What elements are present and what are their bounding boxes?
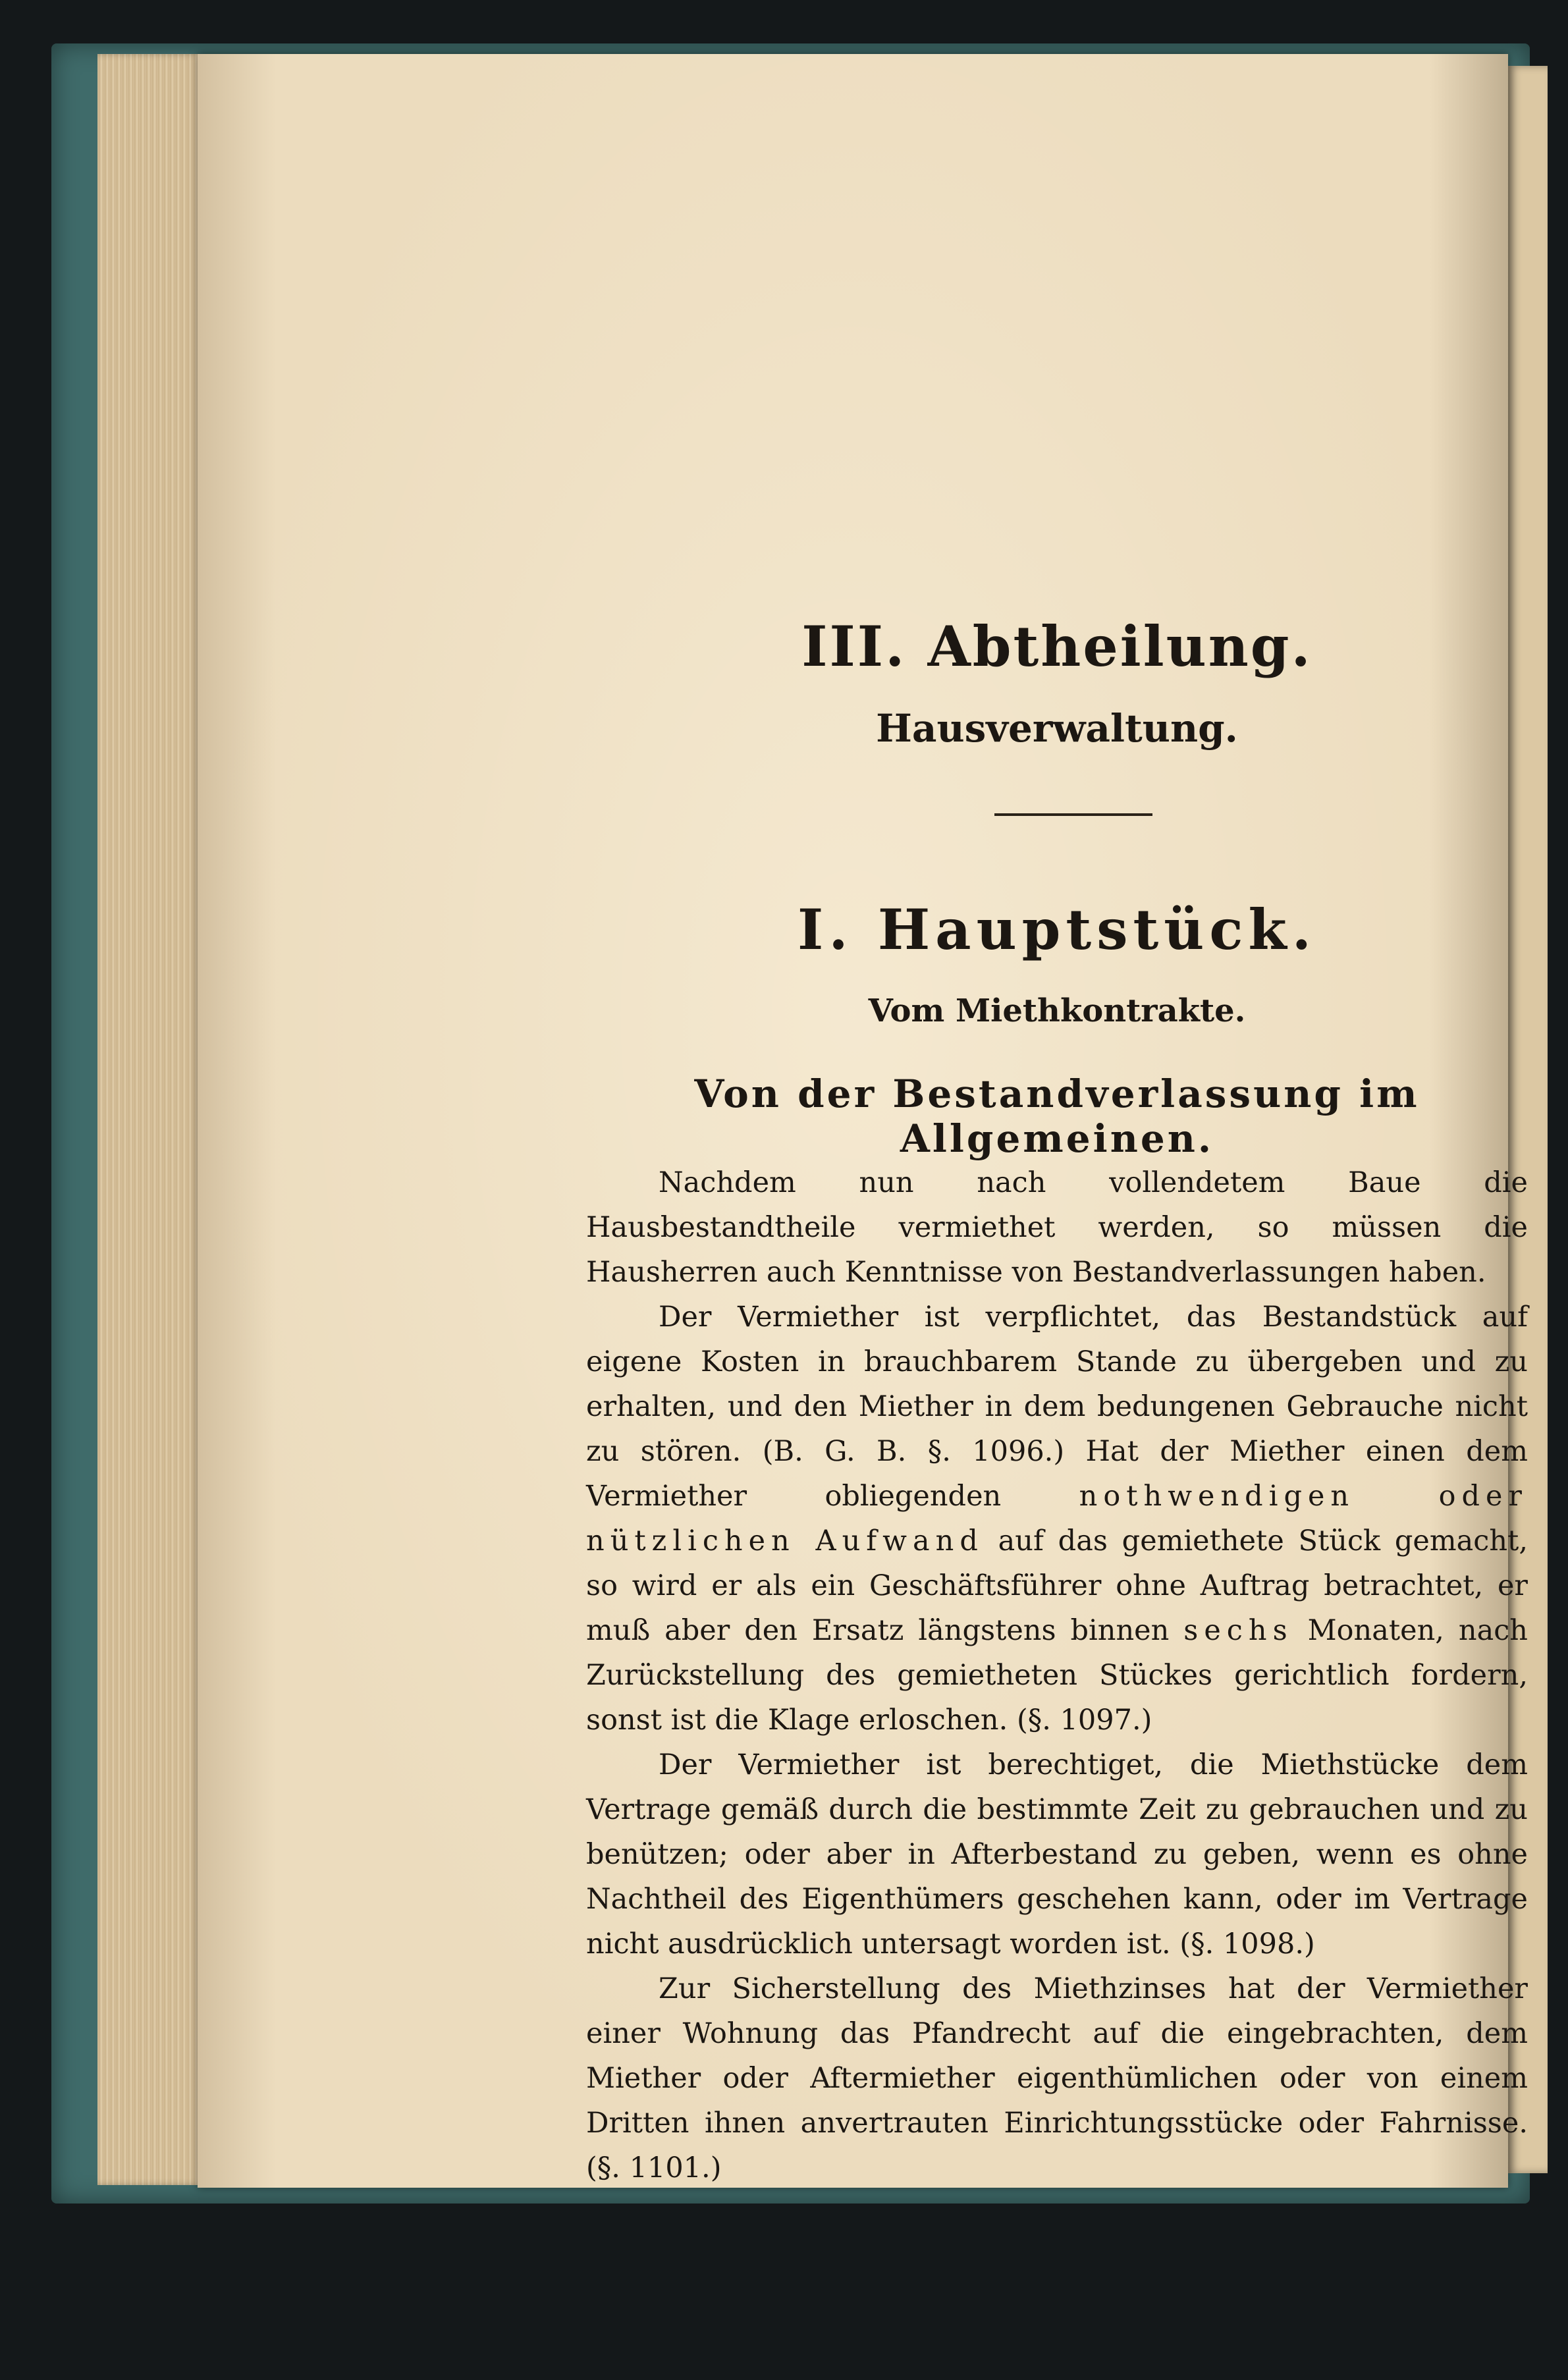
paragraph-2-part-2: auf das gemiethete Stück gemacht, so wird er als ein Geschäftsführer ohne Auftrag betrachtet, er muß aber den Ersatz längstens binnen [586, 1525, 1528, 1647]
chapter-subtitle: Vom Miethkontrakte. [868, 992, 1246, 1029]
divider-rule [994, 813, 1152, 816]
chapter-heading: I. Hauptstück. [798, 897, 1316, 962]
paragraph-3: Der Vermiether ist berechtiget, die Miethstücke dem Vertrage gemäß durch die bestimmte Zeit zu gebrauchen und zu benützen; oder aber in Afterbestand zu geben, wenn es ohne Nachtheil des Eigenthümers geschehen kann, oder im Vertrage nicht ausdrücklich untersagt worden ist. (§. 1098.) [586, 1748, 1528, 1961]
paragraph-4: Zur Sicherstellung des Miethzinses hat der Vermiether einer Wohnung das Pfandrecht auf die eingebrachten, dem Miether oder Aftermiether eigenthümlichen oder von einem Dritten ihnen anvertrauten Einrichtungsstücke oder Fahrnisse. (§. 1101.) [586, 1972, 1528, 2184]
topic-heading: Von der Bestandverlassung im Allgemeinen. [694, 1071, 1420, 1161]
paragraph-1: Nachdem nun nach vollendetem Baue die Hausbestandtheile vermiethet werden, so müssen die Hausherren auch Kenntnisse von Bestandverlassungen haben. [586, 1166, 1528, 1289]
paragraph-2 [586, 1295, 1528, 1743]
paragraph-2-part-1: Der Vermiether ist verpflichtet, das Bestandstück auf eigene Kosten in brauchbarem Stande zu übergeben und zu erhalten, und den Miether in dem bedungenen Gebrauche nicht zu stören. (B. G. B. §. 1096.) Hat der Miether einen dem Vermiether obliegenden [586, 1301, 1528, 1513]
paragraph-2-part-3: Monaten, nach Zurückstellung des gemietheten Stückes gerichtlich fordern, sonst ist die Klage erloschen. (§. 1097.) [586, 1614, 1528, 1737]
paragraph-2-emphasis-1: nothwendigen oder nützlichen Aufwand [586, 1480, 1528, 1557]
paragraph-2-emphasis-2: sechs [1183, 1614, 1293, 1647]
section-subtitle: Hausverwaltung. [876, 706, 1238, 751]
book-page [198, 54, 1528, 2188]
body-text [586, 1160, 1528, 2190]
section-heading: III. Abtheilung. [801, 614, 1312, 679]
